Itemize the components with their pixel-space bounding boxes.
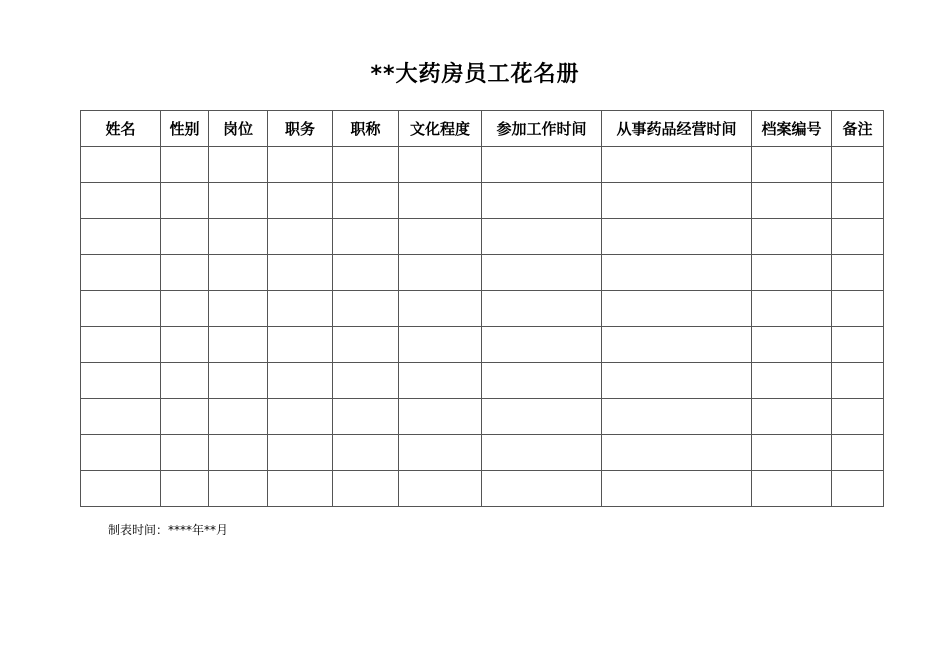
table-cell bbox=[161, 255, 209, 291]
table-cell bbox=[209, 291, 268, 327]
table-cell bbox=[268, 327, 333, 363]
table-cell bbox=[268, 435, 333, 471]
table-cell bbox=[161, 183, 209, 219]
table-cell bbox=[209, 147, 268, 183]
table-cell bbox=[482, 219, 602, 255]
table-cell bbox=[333, 471, 399, 507]
table-cell bbox=[602, 291, 752, 327]
table-cell bbox=[399, 183, 482, 219]
table-cell bbox=[399, 327, 482, 363]
table-cell bbox=[81, 471, 161, 507]
table-row bbox=[81, 255, 884, 291]
table-cell bbox=[333, 363, 399, 399]
table-body bbox=[81, 147, 884, 507]
table-cell bbox=[161, 471, 209, 507]
table-cell bbox=[399, 435, 482, 471]
table-cell bbox=[333, 219, 399, 255]
table-cell bbox=[333, 183, 399, 219]
table-cell bbox=[602, 471, 752, 507]
table-cell bbox=[161, 327, 209, 363]
table-row bbox=[81, 363, 884, 399]
table-cell bbox=[161, 147, 209, 183]
table-cell bbox=[752, 399, 832, 435]
header-cell-name: 姓名 bbox=[81, 111, 161, 147]
table-cell bbox=[832, 363, 884, 399]
table-cell bbox=[268, 399, 333, 435]
table-cell bbox=[602, 183, 752, 219]
table-cell bbox=[602, 363, 752, 399]
table-cell bbox=[81, 327, 161, 363]
table-cell bbox=[333, 291, 399, 327]
table-cell bbox=[752, 363, 832, 399]
table-cell bbox=[399, 363, 482, 399]
header-cell-title: 职称 bbox=[333, 111, 399, 147]
table-cell bbox=[832, 291, 884, 327]
table-cell bbox=[333, 327, 399, 363]
table-row bbox=[81, 435, 884, 471]
table-cell bbox=[399, 147, 482, 183]
table-cell bbox=[832, 471, 884, 507]
table-row bbox=[81, 147, 884, 183]
table-cell bbox=[602, 147, 752, 183]
table-cell bbox=[333, 399, 399, 435]
table-cell bbox=[752, 435, 832, 471]
table-cell bbox=[81, 399, 161, 435]
table-cell bbox=[81, 435, 161, 471]
table-cell bbox=[268, 291, 333, 327]
table-row bbox=[81, 399, 884, 435]
employee-roster-table bbox=[80, 110, 884, 507]
table-cell bbox=[752, 291, 832, 327]
table-cell bbox=[81, 255, 161, 291]
table-cell bbox=[482, 291, 602, 327]
table-cell bbox=[209, 363, 268, 399]
table-cell bbox=[832, 183, 884, 219]
table-cell bbox=[333, 435, 399, 471]
table-cell bbox=[482, 363, 602, 399]
table-cell bbox=[399, 219, 482, 255]
table-cell bbox=[752, 327, 832, 363]
table-cell bbox=[399, 471, 482, 507]
table-cell bbox=[209, 399, 268, 435]
table-cell bbox=[209, 327, 268, 363]
table-cell bbox=[832, 399, 884, 435]
table-cell bbox=[832, 435, 884, 471]
table-cell bbox=[161, 219, 209, 255]
table-cell bbox=[399, 399, 482, 435]
table-cell bbox=[832, 147, 884, 183]
header-cell-gender: 性别 bbox=[161, 111, 209, 147]
table-cell bbox=[268, 363, 333, 399]
table-cell bbox=[209, 183, 268, 219]
table-cell bbox=[81, 183, 161, 219]
table-cell bbox=[268, 219, 333, 255]
table-cell bbox=[602, 327, 752, 363]
table-cell bbox=[832, 327, 884, 363]
table-row bbox=[81, 219, 884, 255]
table-row bbox=[81, 183, 884, 219]
table-cell bbox=[209, 219, 268, 255]
table-cell bbox=[268, 471, 333, 507]
table-cell bbox=[602, 255, 752, 291]
table-row bbox=[81, 327, 884, 363]
table-row bbox=[81, 471, 884, 507]
table-cell bbox=[602, 219, 752, 255]
table-cell bbox=[209, 255, 268, 291]
header-cell-pharma-work-time: 从事药品经营时间 bbox=[602, 111, 752, 147]
table-cell bbox=[482, 255, 602, 291]
table-cell bbox=[482, 147, 602, 183]
table-cell bbox=[268, 183, 333, 219]
table-cell bbox=[482, 327, 602, 363]
table-cell bbox=[832, 219, 884, 255]
table-cell bbox=[752, 147, 832, 183]
table-cell bbox=[333, 147, 399, 183]
table-cell bbox=[482, 183, 602, 219]
table-cell bbox=[602, 399, 752, 435]
table-cell bbox=[81, 363, 161, 399]
table-cell bbox=[752, 471, 832, 507]
table-cell bbox=[399, 255, 482, 291]
table-cell bbox=[832, 255, 884, 291]
table-cell bbox=[81, 147, 161, 183]
header-cell-remarks: 备注 bbox=[832, 111, 884, 147]
table-cell bbox=[268, 147, 333, 183]
table-cell bbox=[752, 255, 832, 291]
header-cell-education: 文化程度 bbox=[399, 111, 482, 147]
table-cell bbox=[81, 291, 161, 327]
table-cell bbox=[209, 471, 268, 507]
table-cell bbox=[752, 183, 832, 219]
header-cell-position: 职务 bbox=[268, 111, 333, 147]
header-cell-post: 岗位 bbox=[209, 111, 268, 147]
document-title: **大药房员工花名册 bbox=[370, 62, 580, 87]
table-cell bbox=[482, 471, 602, 507]
table-cell bbox=[482, 399, 602, 435]
table-cell bbox=[81, 219, 161, 255]
table-cell bbox=[161, 363, 209, 399]
table-cell bbox=[209, 435, 268, 471]
table-cell bbox=[333, 255, 399, 291]
table-header-row bbox=[81, 111, 884, 147]
table-cell bbox=[482, 435, 602, 471]
header-cell-file-number: 档案编号 bbox=[752, 111, 832, 147]
footer-table-date: 制表时间：****年**月 bbox=[108, 523, 229, 537]
header-cell-work-start-time: 参加工作时间 bbox=[482, 111, 602, 147]
table-cell bbox=[161, 435, 209, 471]
table-cell bbox=[161, 399, 209, 435]
table-cell bbox=[161, 291, 209, 327]
table-cell bbox=[752, 219, 832, 255]
table-cell bbox=[268, 255, 333, 291]
table-cell bbox=[399, 291, 482, 327]
table-row bbox=[81, 291, 884, 327]
table-cell bbox=[602, 435, 752, 471]
